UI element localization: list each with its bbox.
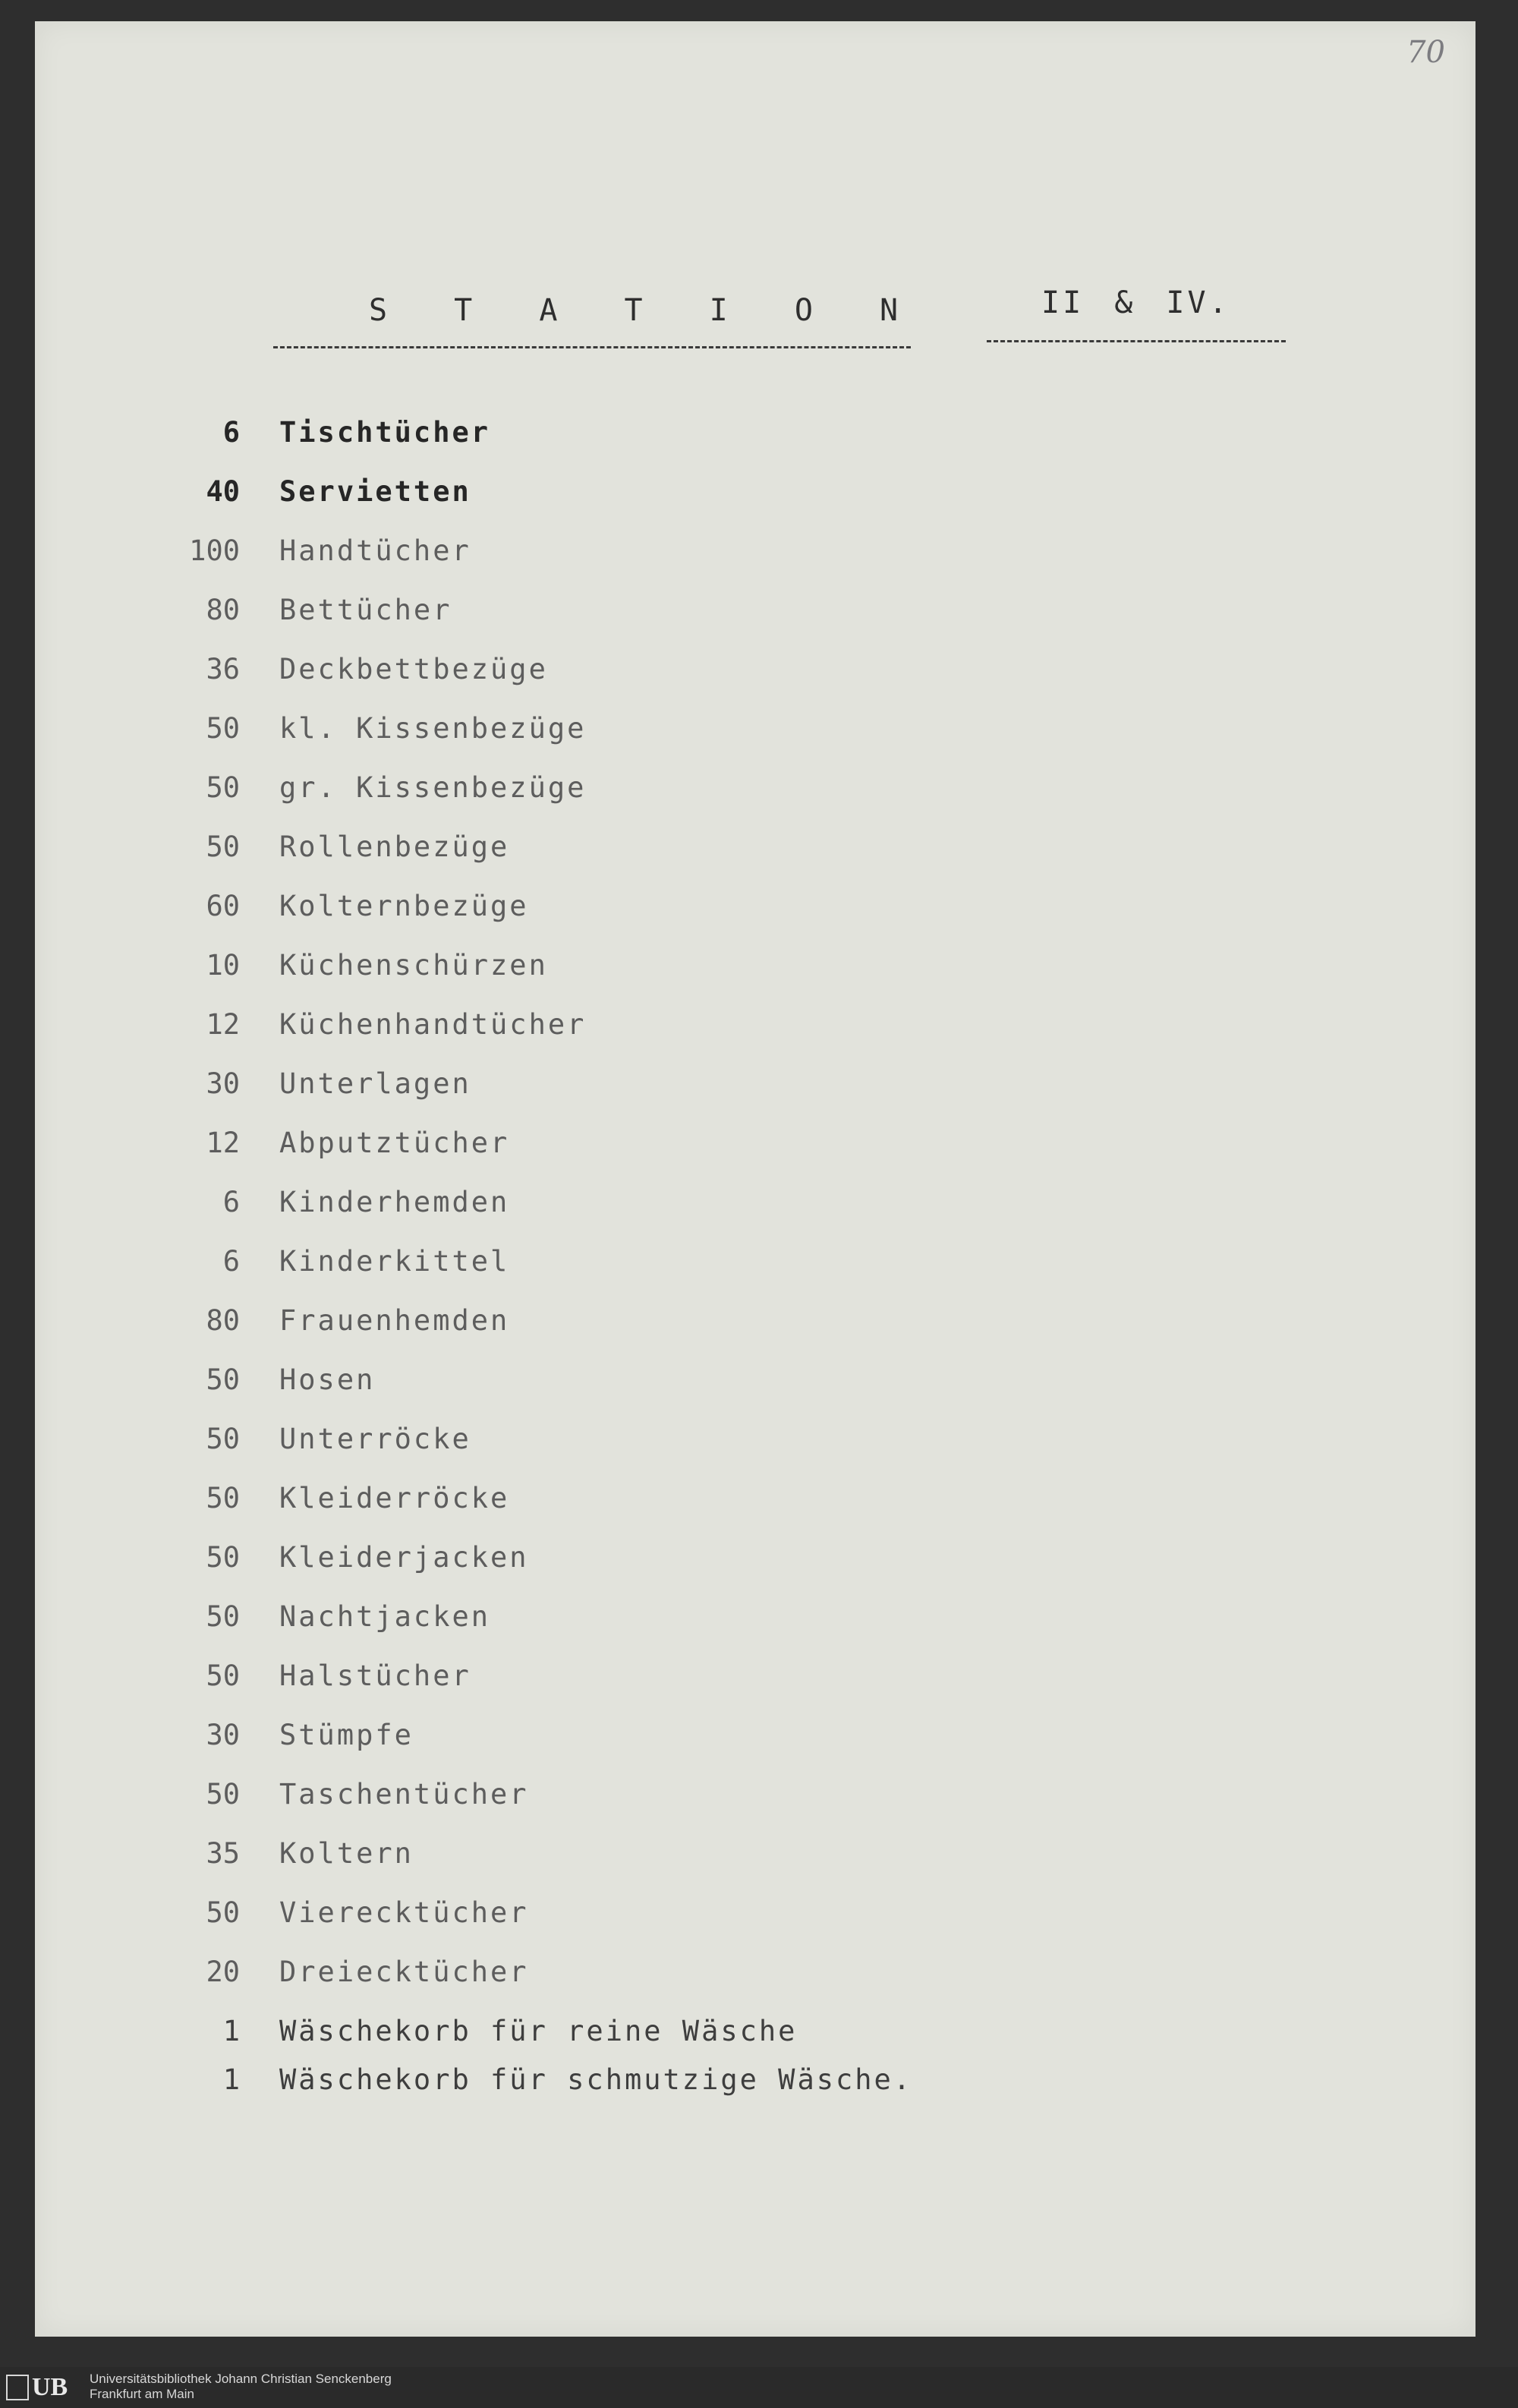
list-item xyxy=(126,1778,1189,1837)
item-quantity: 60 xyxy=(206,890,240,922)
item-name: Kleiderjacken xyxy=(279,1541,529,1574)
item-name: Tischtücher xyxy=(279,416,491,449)
list-item xyxy=(126,1008,1189,1067)
item-quantity: 1 xyxy=(222,2015,240,2047)
item-quantity: 80 xyxy=(206,1304,240,1337)
list-item xyxy=(126,771,1189,831)
institution-name: Universitätsbibliothek Johann Christian Senckenberg xyxy=(90,2372,392,2386)
item-quantity: 30 xyxy=(206,1067,240,1100)
list-item xyxy=(126,890,1189,949)
item-name: Kinderkittel xyxy=(279,1245,510,1278)
item-quantity: 50 xyxy=(206,1363,240,1396)
list-item xyxy=(126,1186,1189,1245)
item-quantity: 35 xyxy=(206,1837,240,1870)
item-name: Taschentücher xyxy=(279,1778,529,1811)
list-item xyxy=(126,1423,1189,1482)
item-name: Servietten xyxy=(279,475,471,508)
item-name: Deckbettbezüge xyxy=(279,653,548,686)
list-item xyxy=(126,534,1189,594)
item-quantity: 20 xyxy=(206,1956,240,1988)
list-item xyxy=(126,712,1189,771)
list-item xyxy=(126,949,1189,1008)
list-item xyxy=(126,653,1189,712)
list-item xyxy=(126,1067,1189,1127)
list-item xyxy=(126,1541,1189,1600)
item-name: gr. Kissenbezüge xyxy=(279,771,587,804)
item-name: Abputztücher xyxy=(279,1127,510,1159)
item-quantity: 12 xyxy=(206,1127,240,1159)
logo-frame-icon xyxy=(6,2375,29,2400)
item-quantity: 1 xyxy=(222,2063,240,2096)
item-quantity: 50 xyxy=(206,712,240,745)
ub-logo xyxy=(6,2373,68,2402)
item-quantity: 36 xyxy=(206,653,240,686)
folio-number: 70 xyxy=(1406,35,1445,70)
list-item xyxy=(126,1896,1189,1956)
item-quantity: 6 xyxy=(222,416,240,449)
item-quantity: 50 xyxy=(206,1541,240,1574)
item-name: Kinderhemden xyxy=(279,1186,510,1218)
item-quantity: 50 xyxy=(206,831,240,863)
item-quantity: 50 xyxy=(206,1423,240,1455)
title-underline xyxy=(273,346,911,348)
linen-inventory-list xyxy=(126,416,1189,2112)
document-page xyxy=(35,21,1475,2337)
item-quantity: 50 xyxy=(206,1896,240,1929)
item-name: Stümpfe xyxy=(279,1719,414,1751)
item-name: Frauenhemden xyxy=(279,1304,510,1337)
list-item xyxy=(126,1659,1189,1719)
list-item xyxy=(126,475,1189,534)
item-quantity: 50 xyxy=(206,1482,240,1514)
library-credit xyxy=(90,2372,392,2402)
item-name: Koltern xyxy=(279,1837,414,1870)
item-name: Kleiderröcke xyxy=(279,1482,510,1514)
item-quantity: 50 xyxy=(206,1778,240,1811)
list-item xyxy=(126,1127,1189,1186)
station-number: II & IV. xyxy=(1041,285,1230,320)
logo-text: UB xyxy=(32,2373,68,2401)
list-item xyxy=(126,2063,1189,2112)
list-item xyxy=(126,1600,1189,1659)
item-name: Bettücher xyxy=(279,594,452,626)
item-quantity: 100 xyxy=(189,534,240,567)
item-name: Wäschekorb für reine Wäsche xyxy=(279,2015,798,2047)
item-name: Dreiecktücher xyxy=(279,1956,529,1988)
institution-city: Frankfurt am Main xyxy=(90,2387,194,2401)
item-quantity: 80 xyxy=(206,594,240,626)
item-name: Wäschekorb für schmutzige Wäsche. xyxy=(279,2063,913,2096)
list-item xyxy=(126,1719,1189,1778)
item-quantity: 6 xyxy=(222,1245,240,1278)
item-name: Unterlagen xyxy=(279,1067,471,1100)
item-quantity: 50 xyxy=(206,1600,240,1633)
item-quantity: 30 xyxy=(206,1719,240,1751)
list-item xyxy=(126,2015,1189,2063)
item-name: Rollenbezüge xyxy=(279,831,510,863)
number-underline xyxy=(987,340,1286,342)
list-item xyxy=(126,1363,1189,1423)
list-item xyxy=(126,1245,1189,1304)
heading xyxy=(35,279,1475,370)
item-name: Küchenschürzen xyxy=(279,949,548,982)
item-name: kl. Kissenbezüge xyxy=(279,712,587,745)
item-name: Küchenhandtücher xyxy=(279,1008,587,1041)
item-name: Halstücher xyxy=(279,1659,471,1692)
item-name: Kolternbezüge xyxy=(279,890,529,922)
list-item xyxy=(126,1956,1189,2015)
item-name: Hosen xyxy=(279,1363,376,1396)
item-quantity: 12 xyxy=(206,1008,240,1041)
item-name: Vierecktücher xyxy=(279,1896,529,1929)
item-name: Handtücher xyxy=(279,534,471,567)
list-item xyxy=(126,1304,1189,1363)
item-quantity: 50 xyxy=(206,771,240,804)
item-quantity: 10 xyxy=(206,949,240,982)
list-item xyxy=(126,1482,1189,1541)
item-quantity: 40 xyxy=(206,475,240,508)
item-quantity: 50 xyxy=(206,1659,240,1692)
item-quantity: 6 xyxy=(222,1186,240,1218)
list-item xyxy=(126,594,1189,653)
item-name: Unterröcke xyxy=(279,1423,471,1455)
list-item xyxy=(126,831,1189,890)
library-footer xyxy=(0,2367,1518,2408)
list-item xyxy=(126,1837,1189,1896)
list-item xyxy=(126,416,1189,475)
station-title: S T A T I O N xyxy=(369,293,923,328)
item-name: Nachtjacken xyxy=(279,1600,491,1633)
